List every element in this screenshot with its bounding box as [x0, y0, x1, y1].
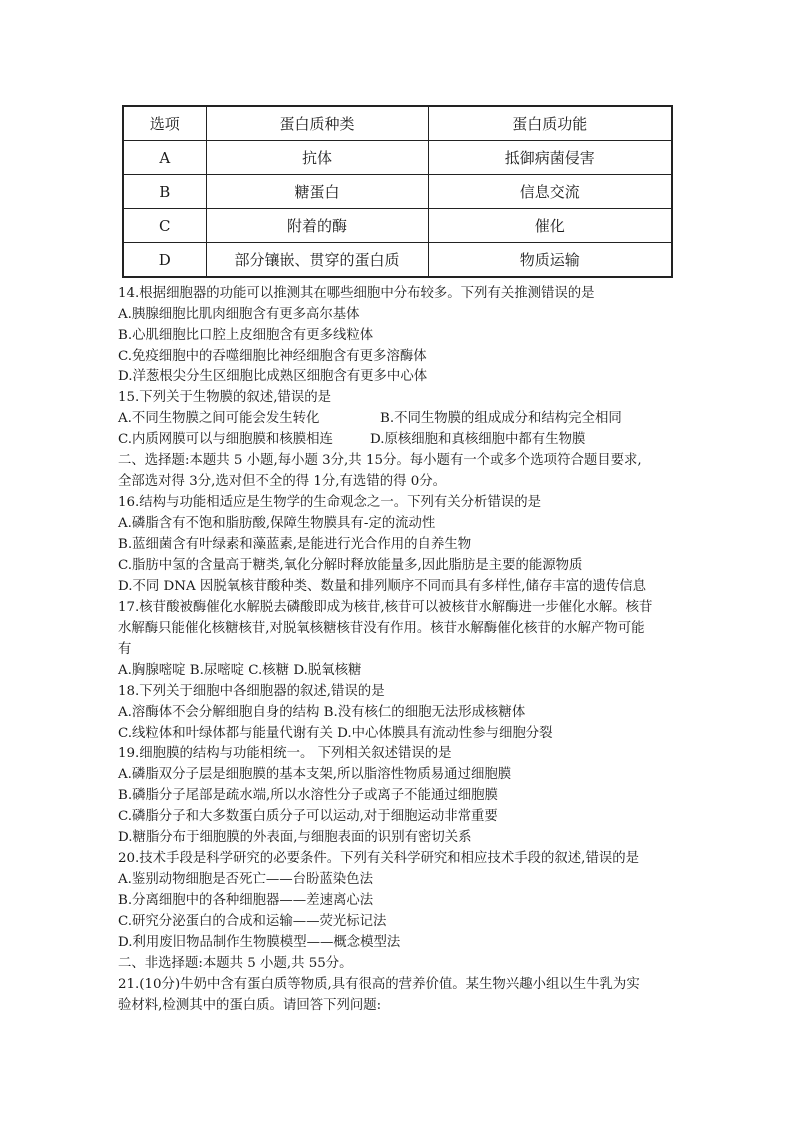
- q16-option-b: B.蓝细菌含有叶绿素和藻蓝素,是能进行光合作用的自养生物: [118, 537, 472, 552]
- protein-table: [122, 105, 673, 278]
- table-cell: B: [123, 175, 206, 209]
- table-header-cell: 选项: [123, 106, 206, 141]
- q17-stem-line2: 水解酶只能催化核糖核苷,对脱氧核糖核苷没有作用。核苷水解酶催化核苷的水解产物可能: [118, 621, 645, 636]
- q18-options-ab: A.溶酶体不会分解细胞自身的结构 B.没有核仁的细胞无法形成核糖体: [118, 705, 526, 720]
- q19-option-b: B.磷脂分子尾部是疏水端,所以水溶性分子或离子不能通过细胞膜: [118, 788, 498, 803]
- q19-option-c: C.磷脂分子和大多数蛋白质分子可以运动,对于细胞运动非常重要: [118, 809, 498, 824]
- q20-option-c: C.研究分泌蛋白的合成和运输——荧光标记法: [118, 914, 387, 929]
- table-row: [123, 175, 672, 209]
- q15-option-b: B.不同生物膜的组成成分和结构完全相同: [380, 411, 622, 426]
- table-cell: 信息交流: [428, 175, 672, 209]
- q20-option-a: A.鉴别动物细胞是否死亡——台盼蓝染色法: [118, 872, 373, 887]
- table-cell: A: [123, 141, 206, 175]
- q17-stem-line3: 有: [118, 642, 132, 657]
- table-cell: D: [123, 243, 206, 278]
- table-cell: 抗体: [206, 141, 428, 175]
- table-cell: 糖蛋白: [206, 175, 428, 209]
- q16-stem: 16.结构与功能相适应是生物学的生命观念之一。下列有关分析错误的是: [118, 495, 542, 510]
- table-cell: 抵御病菌侵害: [428, 141, 672, 175]
- q17-options: A.胸腺嘧啶 B.尿嘧啶 C.核糖 D.脱氧核糖: [118, 663, 362, 678]
- table-row: [123, 209, 672, 243]
- q19-stem: 19.细胞膜的结构与功能相统一。 下列相关叙述错误的是: [118, 746, 452, 761]
- table-header-cell: 蛋白质功能: [428, 106, 672, 141]
- section-3-heading: 二、非选择题:本题共 5 小题,共 55分。: [118, 956, 353, 971]
- q19-option-d: D.糖脂分布于细胞膜的外表面,与细胞表面的识别有密切关系: [118, 830, 472, 845]
- q19-option-a: A.磷脂双分子层是细胞膜的基本支架,所以脂溶性物质易通过细胞膜: [118, 767, 512, 782]
- q20-option-d: D.利用废旧物品制作生物膜模型——概念模型法: [118, 935, 401, 950]
- section-2-heading: 二、选择题:本题共 5 小题,每小题 3分,共 15分。每小题有一个或多个选项符合题目要求,: [118, 453, 642, 468]
- q18-options-cd: C.线粒体和叶绿体都与能量代谢有关 D.中心体膜具有流动性参与细胞分裂: [118, 726, 553, 741]
- table-header-row: [123, 106, 672, 141]
- q20-stem: 20.技术手段是科学研究的必要条件。下列有关科学研究和相应技术手段的叙述,错误的是: [118, 851, 640, 866]
- table-cell: C: [123, 209, 206, 243]
- q20-option-b: B.分离细胞中的各种细胞器——差速离心法: [118, 893, 374, 908]
- q14-option-d: D.洋葱根尖分生区细胞比成熟区细胞含有更多中心体: [118, 369, 428, 384]
- q17-stem-line1: 17.核苷酸被酶催化水解脱去磷酸即成为核苷,核苷可以被核苷水解酶进一步催化水解。核苷: [118, 600, 653, 615]
- table-cell: 附着的酶: [206, 209, 428, 243]
- q14-stem: 14.根据细胞器的功能可以推测其在哪些细胞中分布较多。下列有关推测错误的是: [118, 286, 595, 301]
- table-row: [123, 243, 672, 278]
- q21-stem-line1: 21.(10分)牛奶中含有蛋白质等物质,具有很高的营养价值。某生物兴趣小组以生牛乳为实: [118, 977, 640, 992]
- table-cell: 催化: [428, 209, 672, 243]
- q16-option-c: C.脂肪中氢的含量高于糖类,氧化分解时释放能量多,因此脂肪是主要的能源物质: [118, 558, 583, 573]
- q18-stem: 18.下列关于细胞中各细胞器的叙述,错误的是: [118, 684, 385, 699]
- q16-option-a: A.磷脂含有不饱和脂肪酸,保障生物膜具有-定的流动性: [118, 516, 436, 531]
- q15-option-d: D.原核细胞和真核细胞中都有生物膜: [370, 432, 586, 447]
- q15-option-a: A.不同生物膜之间可能会发生转化: [118, 411, 320, 426]
- q15-options-ab: [118, 409, 622, 429]
- table-cell: 部分镶嵌、贯穿的蛋白质: [206, 243, 428, 278]
- table-header-cell: 蛋白质种类: [206, 106, 428, 141]
- q21-stem-line2: 验材料,检测其中的蛋白质。请回答下列问题:: [118, 998, 382, 1013]
- q15-options-cd: [118, 430, 585, 450]
- q16-option-d: D.不同 DNA 因脱氧核苷酸种类、数量和排列顺序不同而具有多样性,储存丰富的遗传信息: [118, 579, 647, 594]
- q14-option-c: C.免疫细胞中的吞噬细胞比神经细胞含有更多溶酶体: [118, 349, 427, 364]
- table-cell: 物质运输: [428, 243, 672, 278]
- table-row: [123, 141, 672, 175]
- q15-option-c: C.内质网膜可以与细胞膜和核膜相连: [118, 432, 333, 447]
- section-2-instructions: 全部选对得 3分,选对但不全的得 1分,有选错的得 0分。: [118, 474, 447, 489]
- q15-stem: 15.下列关于生物膜的叙述,错误的是: [118, 390, 332, 405]
- q14-option-a: A.胰腺细胞比肌肉细胞含有更多高尔基体: [118, 307, 360, 322]
- q14-option-b: B.心肌细胞比口腔上皮细胞含有更多线粒体: [118, 328, 374, 343]
